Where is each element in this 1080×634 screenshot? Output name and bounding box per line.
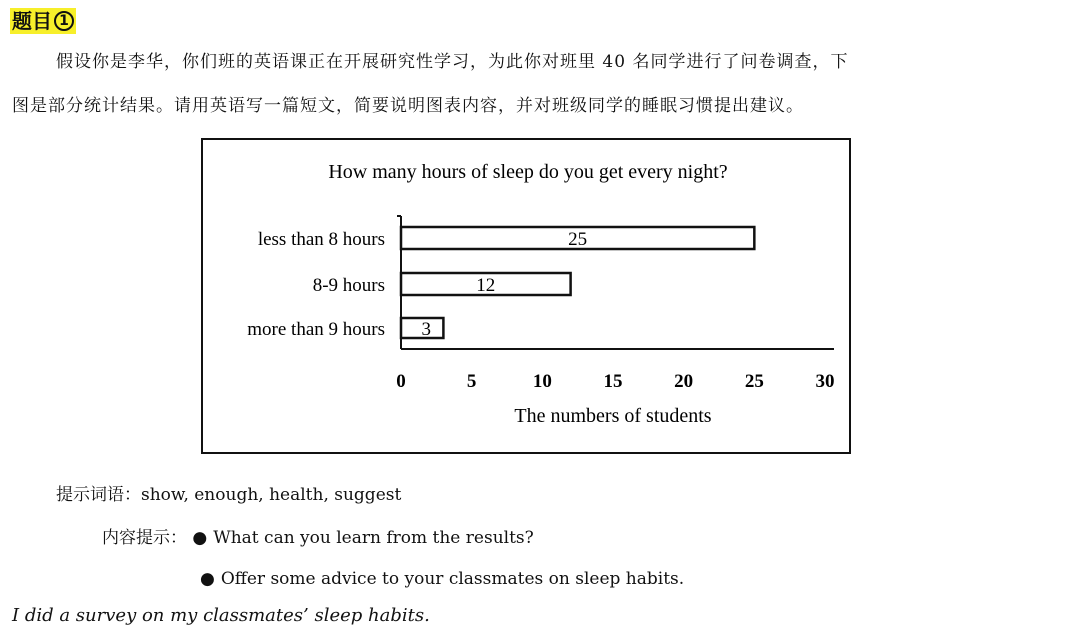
- question-number-badge: 1: [54, 11, 74, 31]
- hint-words-label: 提示词语：: [56, 485, 141, 505]
- category-label: less than 8 hours: [257, 229, 385, 250]
- question-title: [10, 8, 76, 34]
- x-tick-label: 25: [744, 371, 764, 392]
- prompt-line-1: 假设你是李华，你们班的英语课正在开展研究性学习，为此你对班里 40 名同学进行了问卷调查，下: [56, 52, 849, 72]
- hint-point-2-line: [200, 568, 684, 590]
- question-title-highlight: [10, 8, 76, 34]
- x-tick-label: 30: [815, 371, 835, 392]
- question-title-text: 题目: [12, 9, 52, 33]
- chart-frame: [201, 138, 851, 454]
- hint-point-2: Offer some advice to your classmates on sleep habits.: [220, 569, 685, 589]
- category-label: more than 9 hours: [247, 319, 385, 340]
- category-label: 8-9 hours: [312, 275, 385, 296]
- bar-value-label: 12: [476, 275, 496, 296]
- x-tick-label: 5: [466, 371, 477, 392]
- bar-value-label: 25: [568, 229, 588, 250]
- bullet-icon: ●: [200, 569, 215, 589]
- prompt-line-2: 图是部分统计结果。请用英语写一篇短文，简要说明图表内容，并对班级同学的睡眠习惯提出建议。: [12, 96, 804, 116]
- bar-chart: [203, 140, 849, 452]
- bullet-icon: ●: [192, 528, 208, 548]
- x-axis-label: The numbers of students: [514, 405, 712, 427]
- chart-title: How many hours of sleep do you get every night?: [328, 161, 728, 183]
- x-tick-label: 20: [674, 371, 694, 392]
- x-tick-label: 10: [532, 371, 552, 392]
- hint-words: show, enough, health, suggest: [141, 485, 402, 505]
- hint-content-line: [102, 527, 534, 549]
- x-tick-label: 15: [603, 371, 623, 392]
- hint-content-label: 内容提示：: [102, 528, 187, 548]
- bar-value-label: 3: [421, 319, 431, 340]
- answer-first-sentence: I did a survey on my classmates’ sleep habits.: [12, 605, 430, 626]
- hint-words-line: [56, 484, 401, 506]
- x-tick-label: 0: [396, 371, 406, 392]
- hint-point-1: What can you learn from the results?: [213, 528, 534, 548]
